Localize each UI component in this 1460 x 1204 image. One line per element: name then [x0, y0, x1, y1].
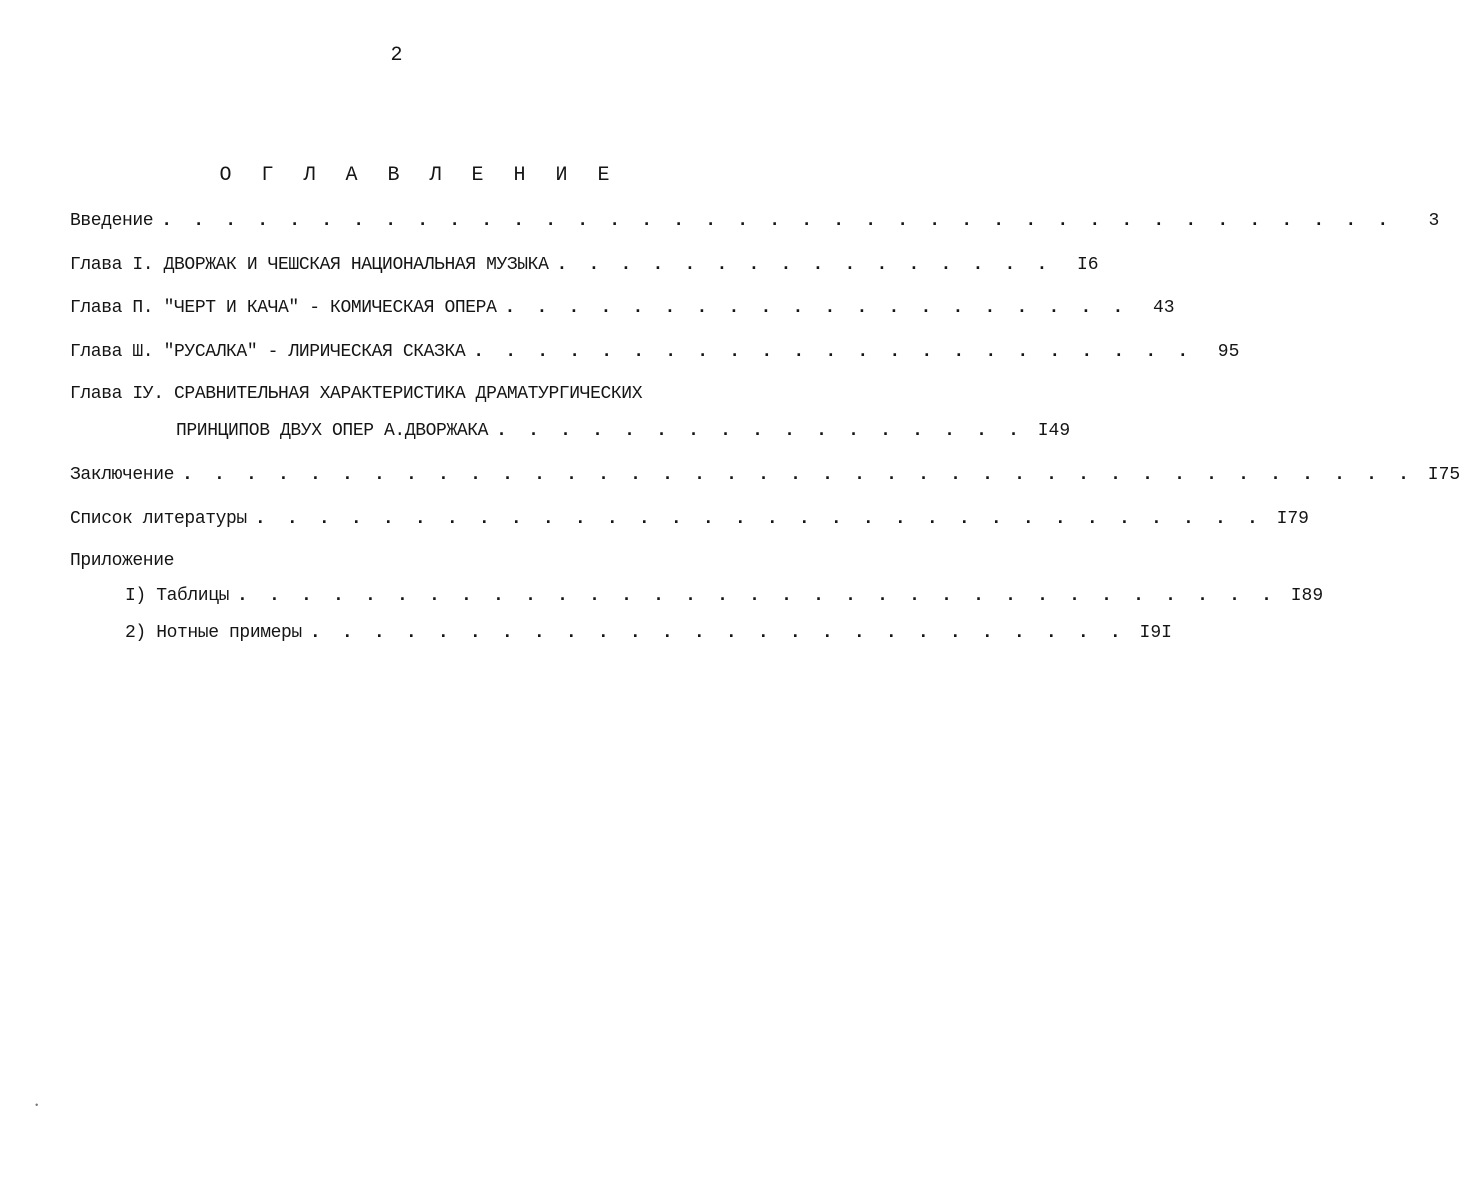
page-number: 2	[390, 44, 403, 67]
toc-entry-page: I75	[1427, 465, 1460, 485]
toc-entry-label: Заключение	[70, 465, 175, 485]
leader-dots: . . . . . . . . . . . . . . . . . . . . . . . . . . . . . . . . . . . . . . .	[182, 465, 1415, 485]
toc-entry-chapter-4-line-2	[176, 418, 1071, 444]
toc-entry-chapter-1	[70, 252, 1099, 278]
toc-entry-page: I49	[1037, 421, 1071, 441]
toc-entry-label: Глава Ш. "РУСАЛКА" - ЛИРИЧЕСКАЯ СКАЗКА	[70, 342, 466, 362]
toc-entry-page: I9I	[1139, 623, 1172, 643]
scan-speck-mark: •	[34, 1101, 40, 1111]
toc-entry-chapter-4-line-1	[70, 381, 710, 407]
toc-entry-label: 2) Нотные примеры	[125, 623, 302, 643]
leader-dots: . . . . . . . . . . . . . . . . . . . .	[504, 298, 1129, 318]
leader-dots: . . . . . . . . . . . . . . . . . . . . . . .	[473, 342, 1194, 362]
toc-entry-label: Глава П. "ЧЕРТ И КАЧА" - КОМИЧЕСКАЯ ОПЕРА	[70, 298, 497, 318]
leader-dots: . . . . . . . . . . . . . . . . . . . . . . . . . .	[309, 623, 1126, 643]
toc-entry-label: ПРИНЦИПОВ ДВУХ ОПЕР А.ДВОРЖАКА	[176, 421, 489, 441]
toc-entry-conclusion	[70, 462, 1460, 488]
leader-dots: . . . . . . . . . . . . . . . . . . . . . . . . . . . . . . . . .	[237, 586, 1278, 606]
leader-dots: . . . . . . . . . . . . . . . . . . . . . . . . . . . . . . . .	[254, 509, 1263, 529]
toc-entry-appendix-tables	[125, 583, 1324, 609]
toc-entry-page: I79	[1276, 509, 1309, 529]
toc-entry-page: 3	[1428, 211, 1440, 231]
leader-dots: . . . . . . . . . . . . . . . . . . . . . . . . . . . . . . . . . . . . . . .	[161, 211, 1394, 231]
toc-entry-intro	[70, 208, 1440, 234]
toc-entry-label: Введение	[70, 211, 154, 231]
toc-entry-label: Глава I. ДВОРЖАК И ЧЕШСКАЯ НАЦИОНАЛЬНАЯ МУЗЫКА	[70, 255, 549, 275]
toc-entry-label: I) Таблицы	[125, 586, 230, 606]
toc-entry-label: Приложение	[70, 551, 175, 571]
leader-dots: . . . . . . . . . . . . . . . .	[556, 255, 1053, 275]
toc-entry-appendix-music-examples	[125, 620, 1172, 646]
toc-entry-page: I6	[1076, 255, 1099, 275]
toc-entry-appendix	[70, 548, 710, 574]
toc-entry-chapter-2	[70, 295, 1175, 321]
toc-entry-chapter-3	[70, 339, 1240, 365]
toc-entry-label: Глава IУ. СРАВНИТЕЛЬНАЯ ХАРАКТЕРИСТИКА ДРАМАТУРГИЧЕСКИХ	[70, 384, 643, 404]
toc-title: О Г Л А В Л Е Н И Е	[219, 164, 619, 187]
toc-entry-label: Список литературы	[70, 509, 247, 529]
leader-dots: . . . . . . . . . . . . . . . . .	[496, 421, 1025, 441]
toc-entry-bibliography	[70, 506, 1309, 532]
toc-entry-page: 43	[1152, 298, 1175, 318]
toc-entry-page: 95	[1217, 342, 1240, 362]
toc-entry-page: I89	[1290, 586, 1324, 606]
